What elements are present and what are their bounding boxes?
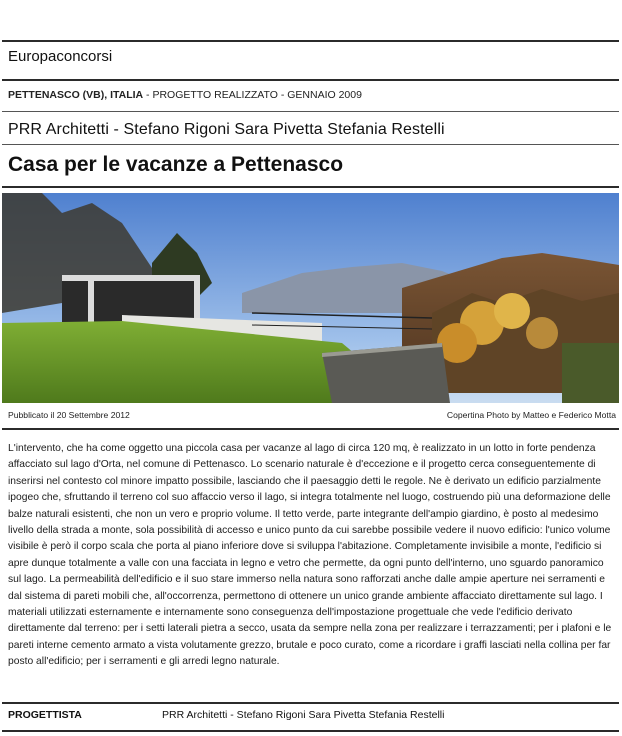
- landscape-illustration: [2, 193, 619, 403]
- location-status: - PROGETTO REALIZZATO - GENNAIO 2009: [143, 89, 362, 101]
- designer-label: PROGETTISTA: [8, 709, 82, 721]
- magazine-name: Europaconcorsi: [8, 48, 113, 65]
- authors-line: PRR Architetti - Stefano Rigoni Sara Pivetta Stefania Restelli: [8, 121, 445, 138]
- article-title: Casa per le vacanze a Pettenasco: [8, 153, 344, 176]
- project-location: [8, 89, 362, 101]
- location-bold: PETTENASCO (VB), ITALIA: [8, 89, 144, 101]
- cover-photo: [2, 193, 619, 403]
- photo-credit: Copertina Photo by Matteo e Federico Motta: [446, 410, 616, 420]
- rule: [2, 111, 619, 112]
- rule: [2, 186, 619, 188]
- publication-date: Pubblicato il 20 Settembre 2012: [8, 410, 130, 420]
- rule: [2, 79, 619, 81]
- roof-slab: [62, 275, 200, 281]
- autumn-tree: [526, 317, 558, 349]
- autumn-tree: [494, 293, 530, 329]
- rule: [2, 144, 619, 145]
- designer-value: PRR Architetti - Stefano Rigoni Sara Pivetta Stefania Restelli: [162, 709, 445, 721]
- article-body: L'intervento, che ha come oggetto una piccola casa per vacanze al lago di circa 120 mq, è realizzato in un lotto in forte pendenza affacciato sul lago d'Orta, nel comune di Pettenasco. Lo scenario naturale è d'eccezione e il progetto cerca conseguentemente di inserirsi nel contesto col minore impatto possibile, lasciando che il paesaggio detti le regole. Ne è derivato un edificio parzialmente ipogeo che, sfruttando il terreno col suo affaccio verso il lago, si integra totalmente nel luogo, costruendo più una deformazione delle balze naturali esistenti, che non un vero e proprio volume. Il tetto verde, parte integrante dell'ampio giardino, è posto al medesimo livello della strada a monte, sola possibilità di accesso e unico punto da cui sarebbe possibile vedere il nuovo edificio: l'unico volume visibile è però il corpo scala che porta al piano inferiore dove si sviluppa l'abitazione. Completamente invisibile a monte, l'edificio si apre dunque totalmente a valle con una facciata in legno e vetro che permette, da ogni punto dell'interno, uno sguardo panoramico sul lago. La permeabilità dell'edificio e il suo stare immerso nella natura sono rafforzati anche dalle ampie aperture nei serramenti e dal sistema di pareti mobili che, all'occorrenza, permettono di ottenere un unico grande ambiente affacciato direttamente sul lago. I materiali utilizzati esternamente e internamente sono conseguenza dell'impostazione progettuale che vede l'edificio derivato direttamente dal terreno: per i setti laterali pietra a secco, usata da sempre nella zona per realizzare i terrazzamenti; per i plafoni e le pareti interne cemento armato a vista volutamente grezzo, brutale e poco curato, come a ricordare i graffi lasciati nella collina per far posto all'edificio; per i serramenti e gli arredi legno naturale.: [8, 443, 612, 668]
- rule: [2, 428, 619, 430]
- rule: [2, 702, 619, 704]
- top-rule: [2, 40, 619, 42]
- bottom-rule: [2, 730, 619, 732]
- forest: [562, 343, 619, 403]
